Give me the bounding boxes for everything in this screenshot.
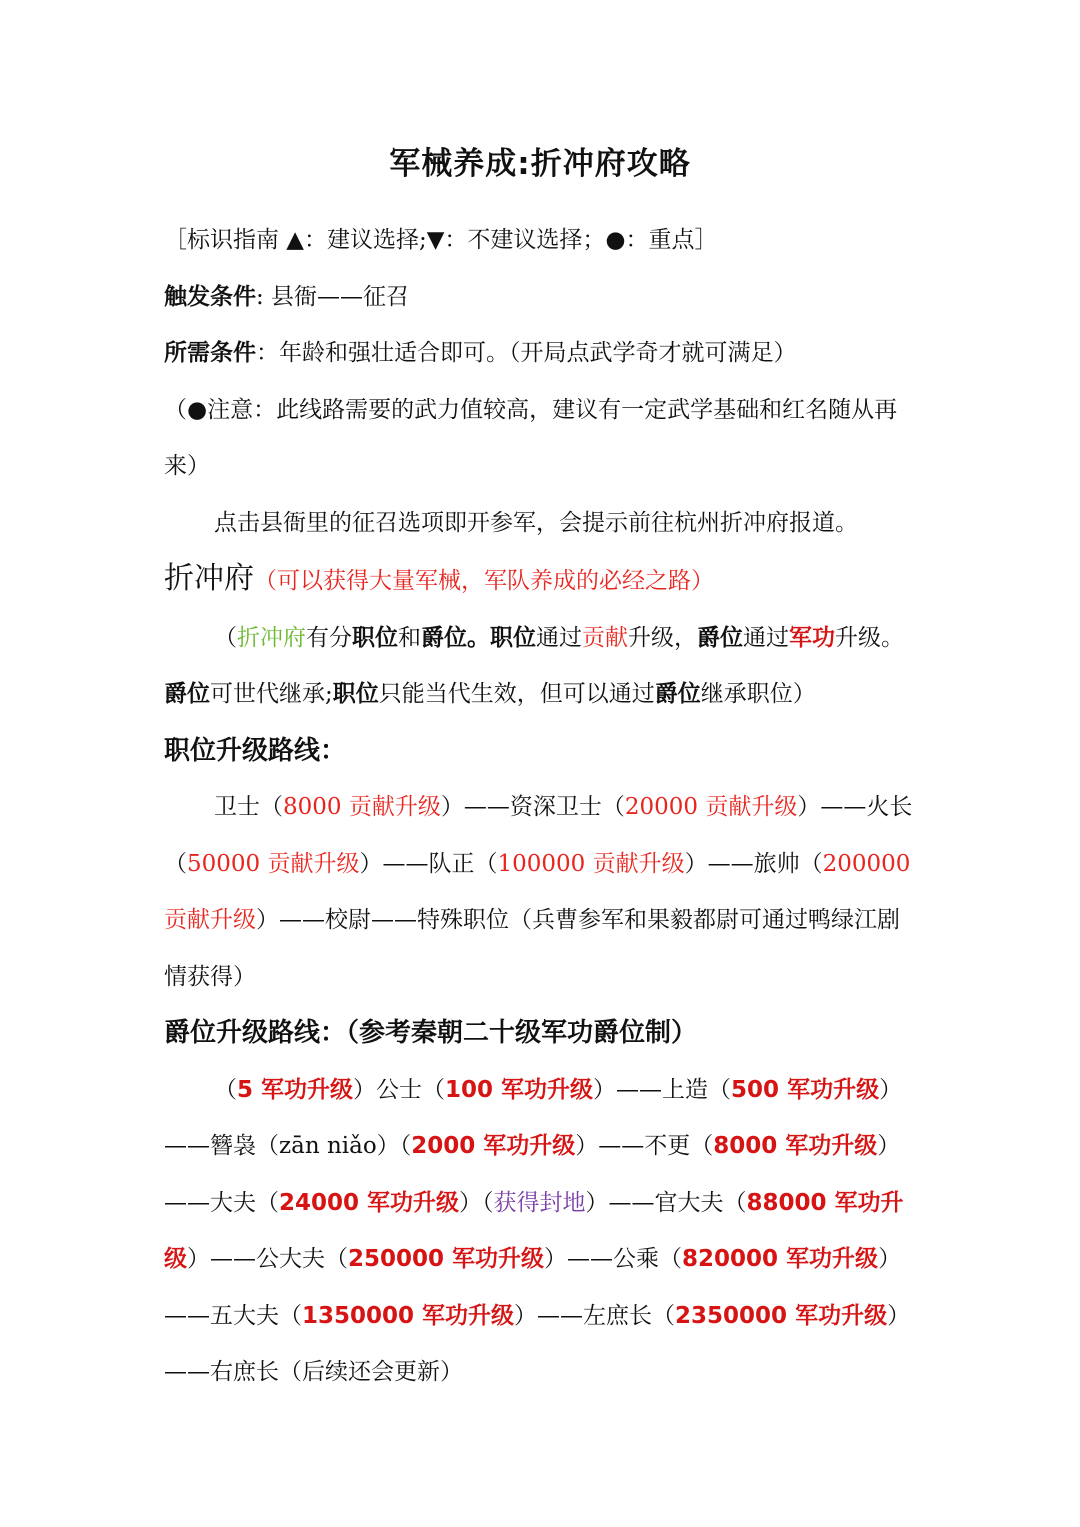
juewei-req: 250000 军功升级 — [348, 1246, 545, 1272]
juewei-rank: 左庶长 — [583, 1302, 653, 1329]
zhiwei-route-heading: 职位升级路线： — [164, 735, 347, 766]
desc-open: （ — [214, 624, 237, 651]
desc-t5: 通过 — [743, 624, 789, 651]
zhiwei-req: 100000 贡献升级 — [497, 850, 685, 877]
juewei-req: 2000 军功升级 — [411, 1133, 576, 1159]
juewei-rank: 不更 — [644, 1133, 691, 1159]
juewei-rank: 大夫 — [210, 1189, 256, 1216]
desc-t9: 继承职位） — [700, 681, 816, 707]
desc-t7: 可世代继承; — [210, 681, 333, 707]
desc-fcf: 折冲府 — [237, 624, 306, 651]
desc-t1: 有分 — [306, 624, 352, 651]
requirement-line — [164, 325, 920, 382]
legend-line — [164, 212, 920, 269]
zhiwei-req: 8000 贡献升级 — [283, 794, 441, 820]
zhiwei-req: 50000 贡献升级 — [187, 850, 360, 877]
desc-juewei2: 爵位 — [697, 624, 743, 651]
juewei-rank: 簪袅（zān niǎo） — [210, 1133, 400, 1159]
juewei-req: 100 军功升级 — [445, 1076, 594, 1103]
trigger-value: : 县衙——征召 — [256, 283, 410, 310]
zhiwei-rank: 队正 — [428, 850, 475, 877]
juewei-rank: 公士 — [376, 1076, 423, 1103]
requirement-label: 所需条件 — [164, 340, 256, 366]
desc-t8: 只能当代生效，但可以通过 — [378, 681, 655, 707]
juewei-req: 88000 军功升级 — [164, 1189, 904, 1272]
desc-t6: 升级。 — [835, 624, 904, 651]
intro-paragraph: 点击县衙里的征召选项即开参军，会提示前往杭州折冲府报道。 — [214, 509, 858, 536]
zhiwei-route-tail: ——校尉——特殊职位（兵曹参军和果毅都尉可通过鸭绿江剧情获得） — [164, 907, 900, 990]
juewei-req: 8000 军功升级 — [713, 1133, 878, 1159]
desc-t3: 通过 — [536, 624, 582, 651]
juewei-route-paragraph: （5 军功升级）公士（100 军功升级）——上造（500 军功升级）——簪袅（zān niǎo）（2000 军功升级）——不更（8000 军功升级）——大夫（24000 军功升级）（获得封地）——官大夫（88000 军功升级）——公大夫（250000 军功升级）——公乘（820000 军功升级）——五大夫（1350000 军功升级）——左庶长（2350000 军功升级）——右庶长（后续还会更新） — [164, 1076, 911, 1385]
juewei-route-tail: ——右庶长（后续还会更新） — [164, 1359, 463, 1385]
page-title: 军械养成:折冲府攻略 — [389, 146, 691, 182]
note-paragraph: （●注意：此线路需要的武力值较高，建议有一定武学基础和红名随从再来） — [164, 396, 898, 479]
juewei-req: 500 军功升级 — [731, 1076, 880, 1103]
juewei-rank: 公大夫 — [256, 1246, 325, 1272]
juewei-route-heading: 爵位升级路线：（参考秦朝二十级军功爵位制） — [164, 1018, 698, 1048]
zhiwei-rank: 旅帅 — [753, 850, 800, 877]
trigger-line — [164, 269, 920, 326]
juewei-req: 1350000 军功升级 — [302, 1302, 515, 1329]
fcf-description — [164, 610, 920, 723]
zhiwei-req: 200000 贡献升级 — [164, 850, 911, 933]
document-body — [164, 212, 920, 1401]
desc-juewei4: 爵位 — [654, 681, 701, 707]
desc-zhiwei2: 职位 — [490, 624, 536, 651]
fcf-heading-line — [164, 551, 920, 610]
zhiwei-rank: 卫士 — [214, 794, 260, 820]
desc-t2: 和 — [398, 624, 421, 651]
desc-zhiwei3: 职位 — [332, 681, 379, 707]
juewei-req: 820000 军功升级 — [682, 1246, 879, 1272]
zhiwei-route-paragraph: 卫士（8000 贡献升级）——资深卫士（20000 贡献升级）——火长（50000 贡献升级）——队正（100000 贡献升级）——旅帅（200000 贡献升级）——校尉——特殊职位（兵曹参军和果毅都尉可通过鸭绿江剧情获得） — [164, 794, 913, 990]
juewei-rank: 公乘 — [613, 1246, 660, 1272]
desc-juewei1: 爵位。 — [421, 624, 490, 651]
legend-text: ［标识指南 ▲：建议选择;▼：不建议选择；●：重点］ — [164, 227, 718, 253]
trigger-label: 触发条件 — [164, 283, 256, 310]
requirement-value: ：年龄和强壮适合即可。（开局点武学奇才就可满足） — [256, 340, 797, 366]
juewei-rank: 五大夫 — [210, 1302, 279, 1329]
fcf-heading: 折冲府 — [164, 561, 254, 596]
juewei-req: 24000 军功升级 — [279, 1189, 460, 1216]
desc-gongxian: 贡献 — [582, 624, 628, 651]
juewei-extra: 获得封地 — [493, 1189, 586, 1216]
desc-t4: 升级， — [628, 624, 697, 651]
desc-jungong: 军功 — [789, 624, 835, 651]
juewei-req: 2350000 军功升级 — [675, 1302, 888, 1329]
desc-zhiwei1: 职位 — [352, 624, 398, 651]
fcf-subtitle: （可以获得大量军械，军队养成的必经之路） — [254, 568, 714, 594]
zhiwei-req: 20000 贡献升级 — [624, 794, 798, 820]
juewei-rank: 上造 — [662, 1076, 709, 1103]
desc-juewei3: 爵位 — [164, 681, 210, 707]
zhiwei-rank: 资深卫士 — [509, 794, 602, 820]
juewei-rank: 官大夫 — [654, 1189, 724, 1216]
juewei-start-req: 5 军功升级 — [237, 1076, 354, 1103]
zhiwei-rank: 火长 — [866, 794, 913, 820]
